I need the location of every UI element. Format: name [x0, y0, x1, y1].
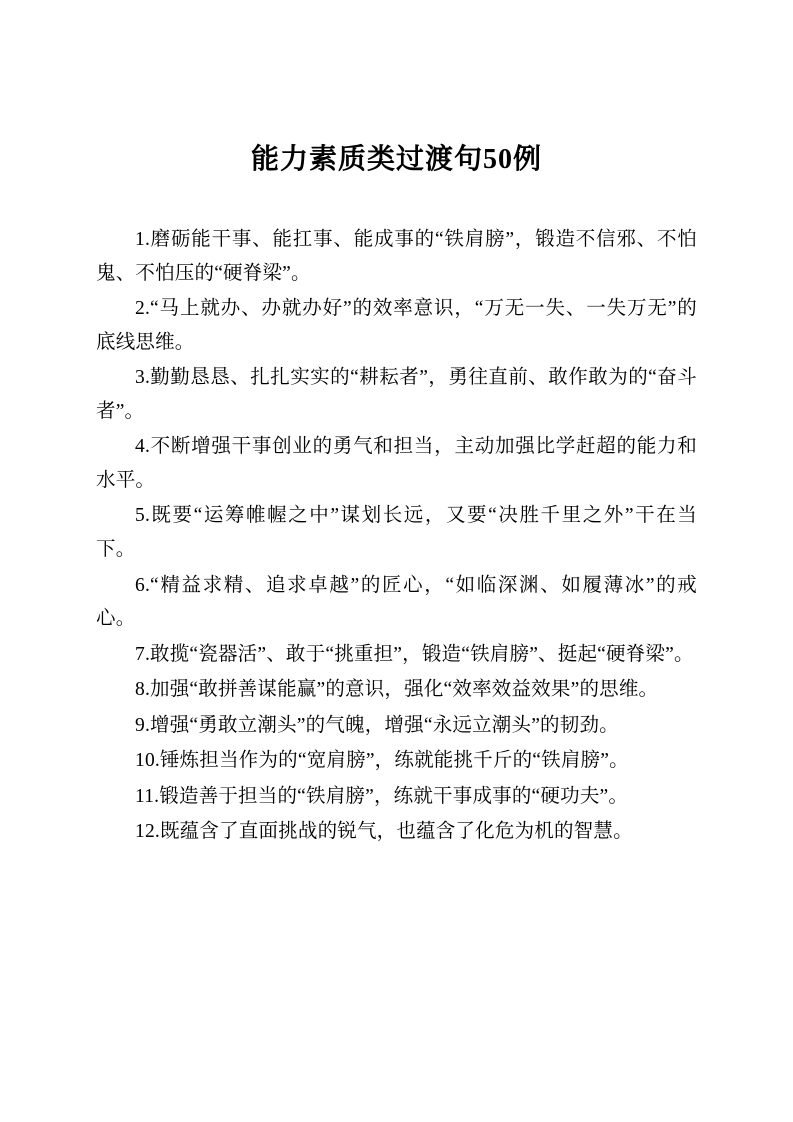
- page-title: 能力素质类过渡句50例: [250, 144, 542, 175]
- paragraph: 4.不断增强干事创业的勇气和担当，主动加强比学赶超的能力和水平。: [96, 436, 697, 491]
- paragraph: 1.磨砺能干事、能扛事、能成事的“铁肩膀”，锻造不信邪、不怕鬼、不怕压的“硬脊梁”。: [96, 229, 697, 284]
- paragraph: 12.既蕴含了直面挑战的锐气，也蕴含了化危为机的智慧。: [135, 821, 633, 843]
- paragraph: 9.增强“勇敢立潮头”的气魄，增强“永远立潮头”的韧劲。: [135, 714, 619, 736]
- document-body: [96, 223, 697, 849]
- paragraph: 3.勤勤恳恳、扎扎实实的“耕耘者”，勇往直前、敢作敢为的“奋斗者”。: [96, 367, 697, 422]
- paragraph: 8.加强“敢拼善谋能赢”的意识，强化“效率效益效果”的思维。: [135, 679, 659, 701]
- paragraph: 2.“马上就办、办就办好”的效率意识，“万无一失、一失万无”的底线思维。: [96, 298, 697, 353]
- paragraph: 7.敢揽“瓷器活”、敢于“挑重担”，锻造“铁肩膀”、挺起“硬脊梁”。: [135, 643, 694, 665]
- paragraph: 6.“精益求精、追求卓越”的匠心，“如临深渊、如履薄冰”的戒心。: [96, 574, 697, 630]
- paragraph: 11.锻造善于担当的“铁肩膀”，练就干事成事的“硬功夫”。: [135, 785, 629, 807]
- paragraph: 10.锤炼担当作为的“宽肩膀”，练就能挑千斤的“铁肩膀”。: [135, 750, 629, 772]
- paragraph: 5.既要“运筹帷幄之中”谋划长远，又要“决胜千里之外”干在当下。: [96, 505, 697, 560]
